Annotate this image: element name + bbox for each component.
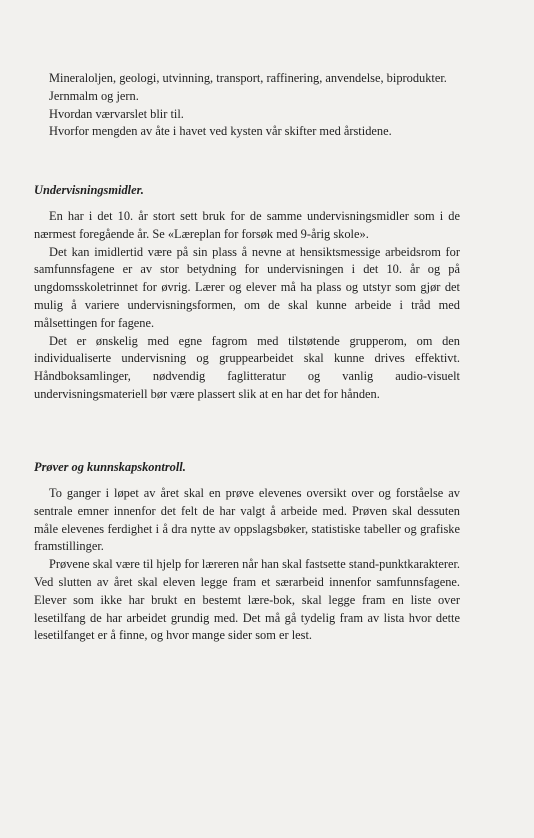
list-item: Hvordan værvarslet blir til. (49, 106, 184, 121)
paragraph: En har i det 10. år stort sett bruk for de samme undervisningsmidler som i de nærmest foregående år. Se «Læreplan for forsøk med 9-årig skole». (34, 209, 460, 241)
topic-list (34, 70, 460, 141)
paragraph: Det kan imidlertid være på sin plass å nevne at hensiktsmessige arbeidsrom for samfunnsfagene er av stor betydning for undervisningen i det 10. år og på ungdomsskoletrinnet for øvrig. Lærer og elever må ha plass og utstyr som gjør det mulig å variere undervisningsformen, om de skal kunne arbeide i tråd med målsettingen for fagene. (34, 244, 460, 330)
list-item: Jernmalm og jern. (49, 88, 139, 103)
section-undervisningsmidler (34, 208, 460, 404)
paragraph: Prøvene skal være til hjelp for læreren når han skal fastsette stand-punktkarakterer. Ved slutten av året skal eleven legge fram et særarbeid innenfor samfunnsfagene. Elever som ikke har brukt en bestemt lære-bok, skal legge fram en liste over lesetilfang de har arbeidet grundig med. Det må gå tydelig fram av lista hvor dette lesetilfanget er å finne, og hvor mange sider som er lest. (34, 557, 460, 643)
section-prover (34, 485, 460, 645)
paragraph: Det er ønskelig med egne fagrom med tilstøtende grupperom, om den individualiserte undervisning og gruppearbeidet skal kunne drives effektivt. Håndboksamlinger, nødvendig faglitteratur og vanlig audio-visuelt undervisningsmateriell bør være plassert slik at en har det for hånden. (34, 333, 460, 401)
list-item: Hvorfor mengden av åte i havet ved kysten vår skifter med årstidene. (49, 124, 392, 139)
list-item: Mineraloljen, geologi, utvinning, transport, raffinering, anvendelse, biprodukter. (49, 71, 447, 85)
section-heading-prover: Prøver og kunnskapskontroll. (34, 460, 186, 474)
section-heading-undervisningsmidler: Undervisningsmidler. (34, 183, 144, 197)
paragraph: To ganger i løpet av året skal en prøve elevenes oversikt over og forståelse av sentrale emner innenfor det felt de har valgt å arbeide med. Prøven skal dessuten måle elevenes ferdighet i å dra nytte av oppslagsbøker, statistiske tabeller og grafiske framstillinger. (34, 486, 460, 554)
